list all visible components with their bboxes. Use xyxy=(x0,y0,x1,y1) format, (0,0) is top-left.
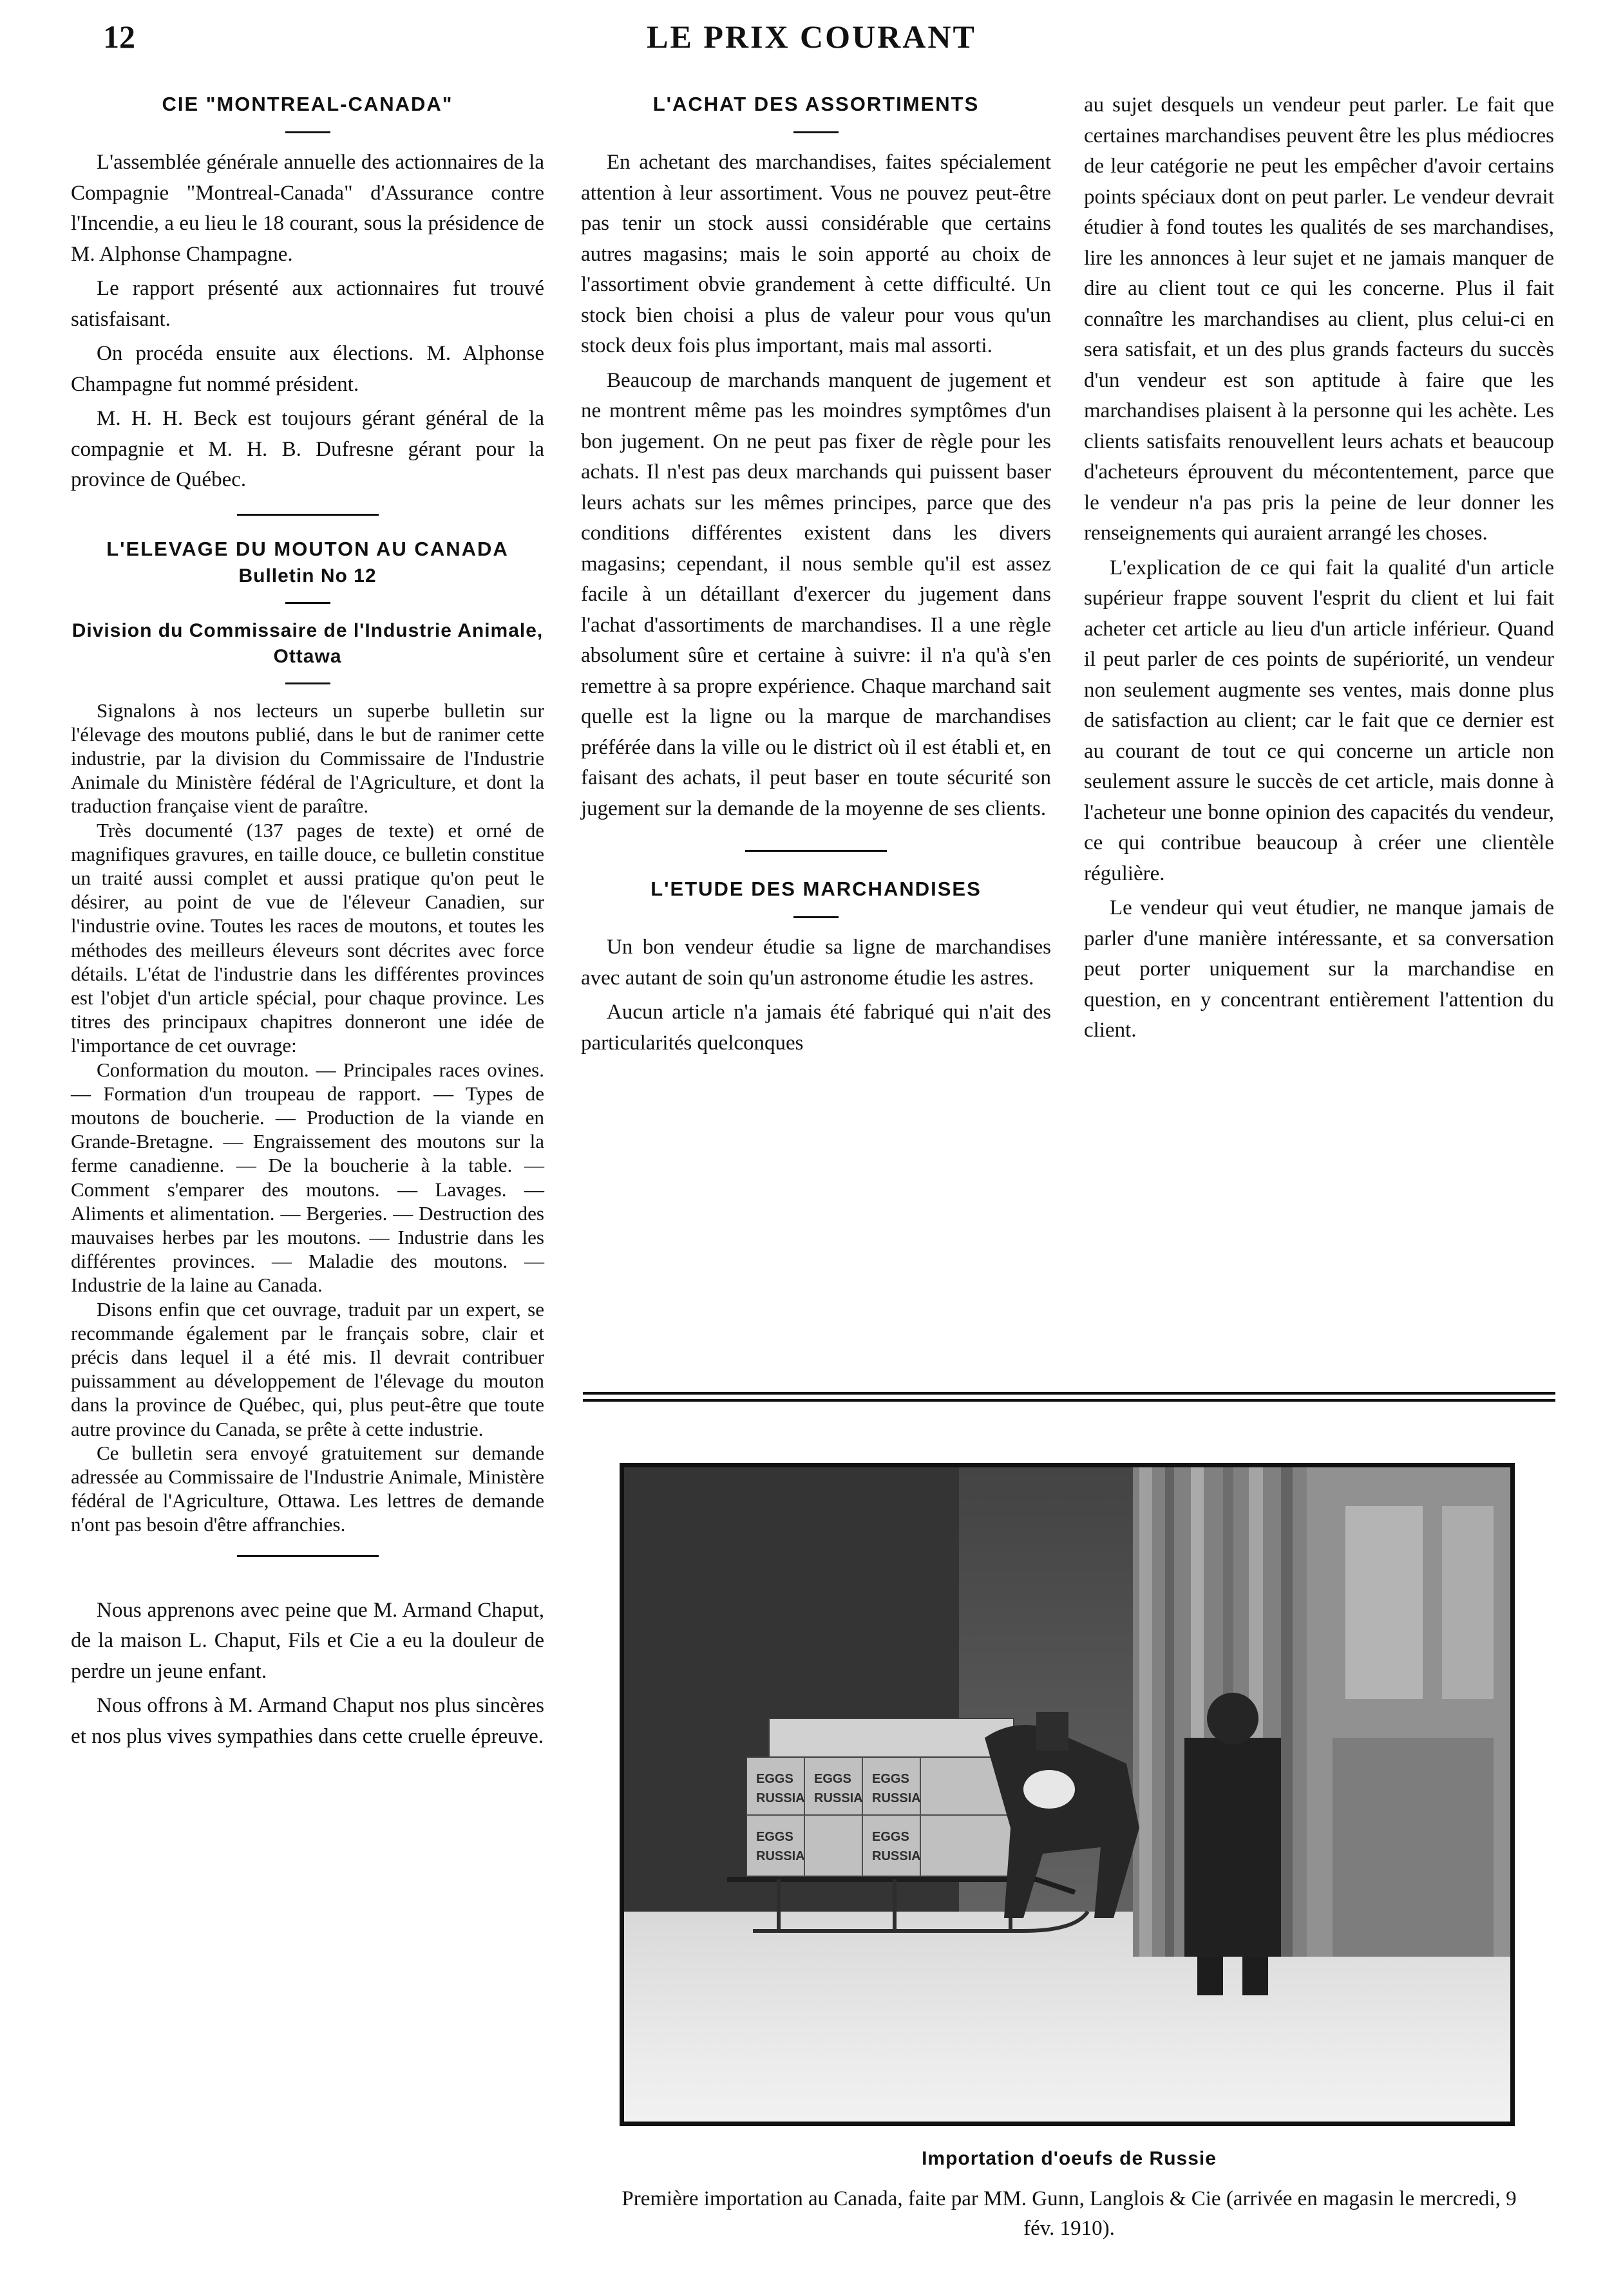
crate-label: EGGS xyxy=(756,1830,793,1844)
title-rule xyxy=(285,131,330,133)
paragraph: Beaucoup de marchands manquent de jugement et ne montrent même pas les moindres symptômes d'un bon jugement. On ne peut pas fixer de règle pour les achats. Il n'est pas deux marchands qui puissent baser leurs achats sur les mêmes principes, parce que des conditions différentes existent dans les divers magasins; cependant, il nous semble qu'il est assez facile à un détaillant d'exercer du jugement dans l'achat d'assortiments de marchandises. Il a une règle absolument sûre et certaine à suivre: il n'a qu'à s'en remettre à sa propre expérience. Chaque marchand sait quelle est la ligne ou la marque de marchandises préférée dans la ville ou le district où il est établi et, en faisant des achats, il peut baser en toute sécurité son jugement sur la demande de la moyenne de ses clients. xyxy=(581,368,1051,820)
crate-label: RUSSIA xyxy=(756,1791,805,1805)
paragraph: Signalons à nos lecteurs un superbe bulletin sur l'élevage des moutons publié, dans le but de ranimer cette industrie, par la division du Commissaire de l'Industrie Animale du Ministère fédéral de l'Agriculture, et dont la traduction française vient de paraître. xyxy=(71,699,544,818)
title-rule xyxy=(793,131,839,133)
article-title-etude-marchandises: L'ETUDE DES MARCHANDISES xyxy=(650,878,982,900)
paragraph: L'explication de ce qui fait la qualité d'un article supérieur frappe souvent l'esprit du client et lui fait acheter cet article au lieu d'un article inférieur. Quand il peut parler de ces points de supériorité, un vendeur non seulement augmente ses ventes, mais donne plus de satisfaction au client; car le fait que ce dernier est au courant de tout ce qui concerne un article non seulement assure le succès de cet article, mais donne à l'acheteur une bonne opinion des capacités du vendeur, ce qui contribue beaucoup à créer une clientèle régulière. xyxy=(1084,556,1554,885)
photo-caption-title: Importation d'oeufs de Russie xyxy=(922,2148,1217,2169)
article-separator xyxy=(237,514,379,516)
article-subtitle-bulletin: Bulletin No 12 xyxy=(238,565,377,587)
column-1 xyxy=(71,90,544,1756)
paragraph: Nous apprenons avec peine que M. Armand Chaput, de la maison L. Chaput, Fils et Cie a eu la douleur de perdre un jeune enfant. xyxy=(71,1598,544,1683)
crate-label: EGGS xyxy=(872,1772,909,1786)
paragraph-continued: au sujet desquels un vendeur peut parler. Le fait que certaines marchandises peuvent être les plus médiocres de leur catégorie ne peut les empêcher d'avoir certains points spéciaux dont on peut parler. Le vendeur devrait étudier à fond toutes les qualités de ses marchandises, lire les annonces à leur sujet et ne jamais manquer de dire au client tout ce qui les concerne. Plus il fait connaître les marchandises au client, plus celui-ci en sera satisfait, et un des plus grands facteurs du succès d'un vendeur est son aptitude à faire que les marchandises plaisent à la personne qui les achète. Les clients satisfaits renouvellent leurs achats et beaucoup d'acheteurs éprouvent du mécontentement, parce que le vendeur n'a pas pris la peine de leur donner les renseignements qui auraient arrangé les choses. xyxy=(1084,93,1554,545)
title-rule xyxy=(285,602,330,604)
crate-label: EGGS xyxy=(872,1830,909,1844)
photo-caption-text: Première importation au Canada, faite par MM. Gunn, Langlois & Cie (arrivée en magasin le mercredi, 9 fév. 1910). xyxy=(622,2187,1517,2240)
photograph-egg-import xyxy=(620,1463,1515,2126)
paragraph: Le vendeur qui veut étudier, ne manque jamais de parler d'une manière intéressante, et sa conversation peut porter uniquement sur la marchandise en question, en y concentrant entièrement l'attention du client. xyxy=(1084,896,1554,1042)
photo-illustration xyxy=(624,1467,1510,2122)
crate-label: RUSSIA xyxy=(814,1791,863,1805)
crate-label: RUSSIA xyxy=(756,1849,805,1863)
paragraph: Disons enfin que cet ouvrage, traduit par un expert, se recommande également par le français sobre, clair et précis dans lequel il a été mis. Il devrait contribuer puissamment au développement de l'élevage du mouton dans la province de Québec, qui, plus peut-être que toute autre province du Canada, se prête à cette industrie. xyxy=(71,1297,544,1440)
crate-label: RUSSIA xyxy=(872,1791,921,1805)
paragraph: Ce bulletin sera envoyé gratuitement sur demande adressée au Commissaire de l'Industrie Animale, Ministère fédéral de l'Agriculture, Ottawa. Les lettres de demande n'ont pas besoin d'être affranchies. xyxy=(71,1441,544,1536)
article-body-elevage xyxy=(71,699,544,1537)
title-rule xyxy=(285,682,330,684)
crate-label: EGGS xyxy=(814,1772,851,1786)
paragraph: Conformation du mouton. — Principales races ovines. — Formation d'un troupeau de rapport. — Types de moutons de boucherie. — Production de la viande en Grande-Bretagne. — Engraissement des moutons sur la ferme canadienne. — De la boucherie à la table. — Comment s'emparer des moutons. — Lavages. — Aliments et alimentation. — Bergeries. — Destruction des mauvaises herbes par les moutons. — Industrie dans les différentes provinces. — Maladie des moutons. — Industrie de la laine au Canada. xyxy=(71,1058,544,1297)
column-2 xyxy=(581,90,1051,1062)
paragraph: On procéda ensuite aux élections. M. Alphonse Champagne fut nommé président. xyxy=(71,342,544,396)
paragraph: L'assemblée générale annuelle des actionnaires de la Compagnie "Montreal-Canada" d'Assurance contre l'Incendie, a eu lieu le 18 courant, sous la présidence de M. Alphonse Champagne. xyxy=(71,151,544,266)
article-title-montreal-canada: CIE "MONTREAL-CANADA" xyxy=(162,93,453,115)
paragraph: En achetant des marchandises, faites spécialement attention à leur assortiment. Vous ne pouvez peut-être pas tenir un stock aussi considérable que certains autres magasins; mais le soin apporté au choix de l'assortiment obvie grandement à cette difficulté. Un stock bien choisi a plus de valeur pour vous qu'un stock deux fois plus important, mais mal assorti. xyxy=(581,151,1051,357)
section-divider xyxy=(583,1392,1555,1406)
column-3 xyxy=(1084,90,1554,1050)
crate-label: EGGS xyxy=(756,1772,793,1786)
article-separator xyxy=(237,1555,379,1557)
article-title-elevage-mouton: L'ELEVAGE DU MOUTON AU CANADA xyxy=(106,537,509,560)
article-division-heading: Division du Commissaire de l'Industrie Animale, Ottawa xyxy=(71,619,544,667)
paragraph: M. H. H. Beck est toujours gérant général de la compagnie et M. H. B. Dufresne gérant pour la province de Québec. xyxy=(71,407,544,491)
paragraph: Nous offrons à M. Armand Chaput nos plus sincères et nos plus vives sympathies dans cette cruelle épreuve. xyxy=(71,1694,544,1748)
paragraph: Le rapport présenté aux actionnaires fut trouvé satisfaisant. xyxy=(71,277,544,331)
paragraph: Un bon vendeur étudie sa ligne de marchandises avec autant de soin qu'un astronome étudie les astres. xyxy=(581,936,1051,990)
paragraph: Aucun article n'a jamais été fabriqué qui n'ait des particularités quelconques xyxy=(581,1001,1051,1055)
crate-label: RUSSIA xyxy=(872,1849,921,1863)
article-title-achat-assortiments: L'ACHAT DES ASSORTIMENTS xyxy=(652,93,980,115)
article-separator xyxy=(745,850,887,852)
running-title: LE PRIX COURANT xyxy=(647,19,976,55)
title-rule xyxy=(793,916,839,918)
page-number: 12 xyxy=(103,19,135,55)
paragraph: Très documenté (137 pages de texte) et orné de magnifiques gravures, en taille douce, ce bulletin constitue un traité aussi complet et aussi pratique qu'on peut le désirer, au point de vue de l'éleveur Canadien, sur l'industrie ovine. Toutes les races de moutons, et toutes les méthodes des meilleurs éleveurs sont décrites avec force détails. L'état de l'industrie dans les différentes provinces est l'objet d'un article spécial, pour chaque province. Les titres des principaux chapitres donneront une idée de l'importance de cet ouvrage: xyxy=(71,818,544,1057)
